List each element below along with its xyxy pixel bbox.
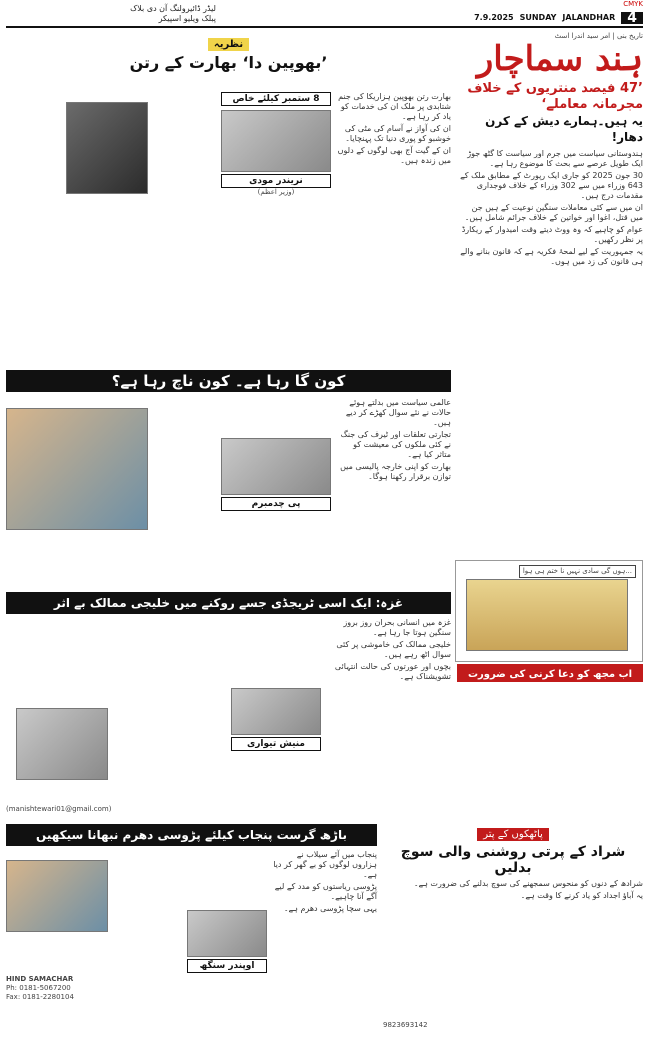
letters-para: شرادھ کے دنوں کو منحوس سمجھنے کی سوچ بدلنے کی ضرورت ہے۔ [413, 879, 643, 888]
page-number: 4 [621, 12, 643, 24]
gaza-photo [16, 708, 108, 780]
editorial-body [457, 149, 643, 267]
author-4-photo [187, 910, 267, 957]
author-photo [221, 110, 331, 172]
section-4 [6, 850, 377, 1035]
editorial-headline: ’47 فیصد منتریوں کے خلاف مجرمانہ معاملے‘ [467, 81, 643, 112]
masthead-title: ہند سماچار [476, 39, 643, 79]
leaders-photo [6, 408, 148, 530]
section-4-para: پڑوسی ریاستوں کو مدد کے لیے آگے آنا چاہیے۔ [274, 882, 377, 901]
cartoon-title: اب مجھ کو دعا کرنی کی ضرورت نہیں رہی [457, 664, 643, 682]
section-3-para: غزہ میں انسانی بحران روز بروز سنگین ہوتا جا رہا ہے۔ [343, 618, 451, 637]
cmyk-mark: CMYK [623, 0, 643, 8]
editorial-para: عوام کو چاہیے کہ وہ ووٹ دیتے وقت امیدوار کے ریکارڈ پر نظر رکھیں۔ [461, 225, 643, 244]
publisher-title: HIND SAMACHAR [6, 975, 74, 983]
special-tag: 8 ستمبر کیلئے خاص [221, 92, 331, 106]
letters-body [383, 879, 643, 901]
column-para: بھارت رتن بھوپین ہزاریکا کی جنم شتابدی پر ملک ان کی خدمات کو یاد کر رہا ہے۔ [338, 92, 451, 121]
author-3-photo [231, 688, 321, 735]
editorial-para: یہ جمہوریت کے لیے لمحۂ فکریہ ہے کہ قانون بنانے والے ہی قانون کی زد میں ہوں۔ [460, 247, 643, 266]
banner-4: باڑھ گرست پنجاب کیلئے پڑوسی دھرم نبھانا سیکھیں [6, 824, 377, 846]
section-2-para: تجارتی تعلقات اور ٹیرف کی جنگ نے کئی ملکوں کی معیشت کو متاثر کیا ہے۔ [340, 430, 451, 459]
byline-3: منیش تیواری [231, 737, 321, 751]
banner-2: کون گا رہا ہے۔ کون ناچ رہا ہے؟ [6, 370, 451, 392]
editorial-para: ان میں سے کئی معاملات سنگین نوعیت کے ہیں جن میں قتل، اغوا اور خواتین کے خلاف جرائم شامل ہیں۔ [464, 203, 643, 222]
byline-1: نریندر مودی [221, 174, 331, 188]
day: SUNDAY [519, 13, 557, 22]
letters-section [383, 822, 643, 1032]
masthead-subtitle: تاریخ بنی | امر سید اندرا اسٹ [554, 32, 643, 40]
publisher-line: Ph: 0181-5067200 [6, 984, 71, 992]
city: JALANDHAR [562, 13, 616, 22]
nazriya-tag: نظریہ [208, 38, 249, 51]
page-grid [6, 32, 643, 1037]
column-body [336, 92, 451, 168]
nazriya-section [6, 32, 451, 362]
byline-4: اوپندر سنگھ [187, 959, 267, 973]
header-meta [474, 12, 643, 24]
section-4-body [272, 850, 377, 916]
cartoon-bubble: ...ہوں گی سادی نہیں نا ختم ہی ہوا [519, 565, 636, 578]
cartoon-image [466, 579, 628, 651]
column-para: ان کی آواز نے آسام کی مٹی کی خوشبو کو پوری دنیا تک پہنچایا۔ [344, 124, 451, 143]
publisher-line: Fax: 0181-2280104 [6, 993, 74, 1001]
section-3-para: بچوں اور عورتوں کی حالت انتہائی تشویشناک ہے۔ [334, 662, 451, 681]
page-header [6, 4, 643, 28]
publisher-block [6, 975, 106, 1035]
slogan-1: لیڈر ڈائیرولنگ آن دی بلاک [130, 4, 216, 13]
letters-tag: پاٹھکوں کے پتر [477, 828, 549, 841]
section-4-para: پنجاب میں آئے سیلاب نے ہزاروں لوگوں کو بے گھر کر دیا ہے۔ [273, 850, 377, 879]
section-3 [6, 618, 451, 818]
date: 7.9.2025 [474, 13, 514, 22]
section-2-body [336, 398, 451, 484]
section-3-body [331, 618, 451, 684]
editorial-para: 30 جون 2025 کو جاری ایک رپورٹ کے مطابق ملک کے 643 وزراء میں سے 302 وزراء کے خلاف فوجداری مقدمات درج ہیں۔ [460, 171, 643, 200]
editorial-section [457, 32, 643, 552]
column-title: ’بھوپین دا‘ بھارت کے رتن [129, 53, 328, 72]
banner-3: غزہ: ایک اسی ٹریجڈی جسے روکنے میں خلیجی ممالک بے اثر [6, 592, 451, 614]
header-slogans [6, 4, 216, 24]
letters-headline: شراد کے پرتی روشنی والی سوچ بدلیں [400, 844, 626, 876]
section-3-para: خلیجی ممالک کی خاموشی پر کئی سوال اٹھ رہے ہیں۔ [336, 640, 451, 659]
section-4-para: یہی سچا پڑوسی دھرم ہے۔ [283, 904, 377, 913]
flood-photo [6, 860, 108, 932]
email-3: (manishtewari01@gmail.com) [6, 805, 112, 813]
section-2 [6, 398, 451, 588]
editorial-para: ہندوستانی سیاست میں جرم اور سیاست کا گٹھ جوڑ ایک طویل عرصے سے بحث کا موضوع رہا ہے۔ [467, 149, 643, 168]
slogan-2: پبلک ویلیو اسپیکر [158, 14, 216, 23]
cartoon [455, 560, 643, 662]
column-para: ان کے گیت آج بھی لوگوں کے دلوں میں زندہ ہیں۔ [337, 146, 451, 165]
section-2-para: بھارت کو اپنی خارجہ پالیسی میں توازن برقرار رکھنا ہوگا۔ [340, 462, 451, 481]
letters-para: یہ آباؤ اجداد کو یاد کرنے کا وقت ہے۔ [520, 891, 643, 900]
subject-photo [66, 102, 148, 194]
byline-1-sub: (وزیر اعظم) [257, 188, 295, 196]
editorial-subhead: یہ ہیں۔ہمارے دیش کے کرن دھار! [485, 114, 643, 144]
section-2-para: عالمی سیاست میں بدلتے ہوئے حالات نے نئے سوال کھڑے کر دیے ہیں۔ [345, 398, 451, 427]
author-2-photo [221, 438, 331, 495]
byline-2: پی چدمبرم [221, 497, 331, 511]
letters-phone: 9823693142 [383, 1021, 428, 1029]
